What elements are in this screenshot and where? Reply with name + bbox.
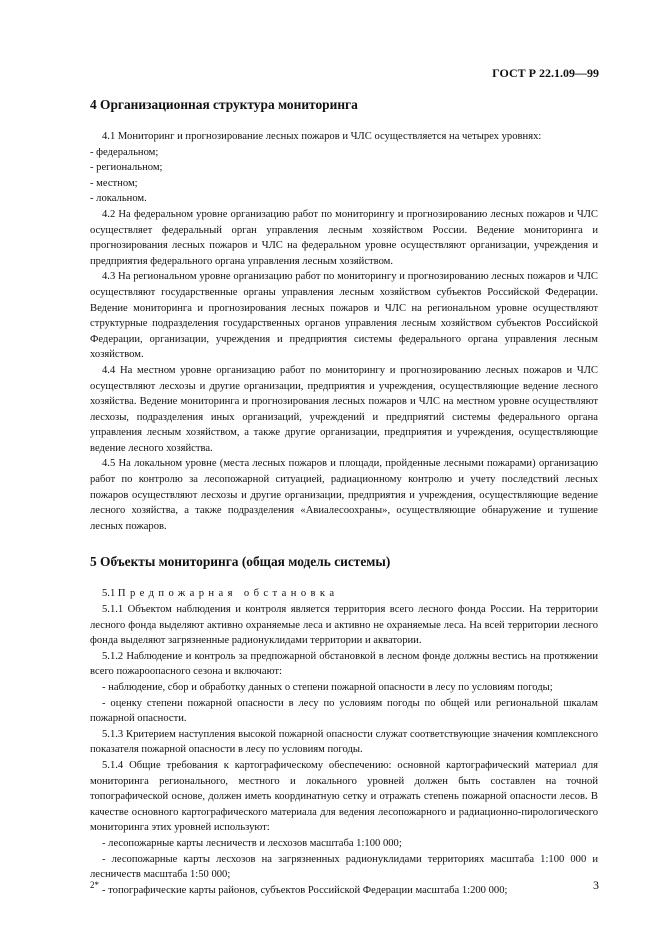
subsection-5-1-number: 5.1 [102,588,116,600]
section-4-heading: 4 Организационная структура мониторинга [90,97,358,112]
paragraph-4-2: 4.2 На федеральном уровне организацию работ по мониторингу и прогнозированию лесных пожаров и ЧЛС осуществляет федеральный орган управления лесным хозяйством России. Ведение мониторинга и прогнозирования лесных пожаров и ЧЛС на федеральном уровне осуществляют организации, учреждения и предприятия федерального органа управления лесным хозяйством. [90,208,598,267]
paragraph-5-1-3: 5.1.3 Критерием наступления высокой пожарной опасности служат соответствующие значения комплексного показателя пожарной опасности в лесу по условиям погоды. [90,728,598,756]
list-item-observation: - наблюдение, сбор и обработку данных о степени пожарной опасности в лесу по условиям погоды; [102,682,553,693]
map-list-item: - лесопожарные карты лесхозов на загрязненных радионуклидами территориях масштаба 1:100 000 и лесничеств масштаба 1:50 000; [90,853,598,881]
list-item-assessment: - оценку степени пожарной опасности в лесу по условиям погоды по общей или региональной шкалам пожарной опасности. [90,697,598,725]
paragraph-4-4: 4.4 На местном уровне организацию работ по мониторингу и прогнозированию лесных пожаров и ЧЛС осуществляют лесхозы и другие организации, предприятия и учреждения, осуществляющие ведение лесного хозяйства. Ведение мониторинга и прогнозирования лесных пожаров и ЧЛС на местном уровне осуществляют лесхозы, подразделения иных организаций, учреждений и предприятий системы федерального органа управления лесным хозяйством, а также другие организации, предприятия и учреждения, осуществляющие ведение лесного хозяйства. [90,364,598,454]
section-5-heading: 5 Объекты мониторинга (общая модель системы) [90,554,391,570]
level-item-local: - местном; [90,177,138,189]
subsection-5-1-heading [90,586,598,602]
page-number: 3 [593,878,599,892]
map-list-item: - топографические карты районов, субъектов Российской Федерации масштаба 1:200 000; [102,884,508,896]
map-list-item: - лесопожарные карты лесничеств и лесхозов масштаба 1:100 000; [102,837,402,849]
paragraph-4-5: 4.5 На локальном уровне (места лесных пожаров и площади, пройденные лесными пожарами) организацию работ по контролю за лесопожарной ситуацией, радиационному контролю и учету последствий лесных пожаров осуществляют лесхозы и другие организации, предприятия и учреждения, осуществляющие ведение лесного хозяйства, а также подразделения «Авиалесоохраны», осуществляющие обнаружение и тушение лесных пожаров. [90,458,598,532]
page-content [90,97,598,898]
level-item-site: - локальном. [90,193,147,205]
paragraph-5-1-1: 5.1.1 Объектом наблюдения и контроля является территория всего лесного фонда России. На территории лесного фонда выделяют активно охраняемые леса и активно не охраняемые леса. На всей территории лесного фонда выделяют загрязненные радионуклидами территории и акватории. [90,604,598,647]
paragraph-5-1-4: 5.1.4 Общие требования к картографическому обеспечению: основной картографический материал для мониторинга регионального, местного и локального уровней должен быть составлен на точной топографической основе, должен иметь координатную сетку и отражать степень пожарной опасности лесов. В качестве основного картографического материала для ведения лесопожарного и радиационно-пирологического мониторинга этих уровней используют: [90,759,598,834]
subsection-5-1-title: Предпожарная обстановка [117,588,339,600]
level-item-federal: - федеральном; [90,146,159,158]
standard-designation: ГОСТ Р 22.1.09—99 [492,66,599,80]
paragraph-4-3: 4.3 На региональном уровне организацию работ по мониторингу и прогнозированию лесных пожаров и ЧЛС осуществляют государственные органы управления лесным хозяйством субъектов Российской Федерации. Ведение мониторинга и прогнозирования лесных пожаров и ЧЛС на региональном уровне осуществляют структурные подразделения государственных органов управления лесным хозяйством субъектов Российской Федерации, организации, учреждения и предприятия системы федерального органа управления лесным хозяйством. [90,271,598,361]
paragraph-4-1: 4.1 Мониторинг и прогнозирование лесных пожаров и ЧЛС осуществляется на четырех уровнях: [102,131,542,142]
paragraph-5-1-2: 5.1.2 Наблюдение и контроль за предпожарной обстановкой в лесном фонде должны вестись на протяжении всего пожароопасного сезона и включают: [90,650,598,678]
footer-mark: 2* [90,880,99,890]
level-item-regional: - региональном; [90,162,163,174]
